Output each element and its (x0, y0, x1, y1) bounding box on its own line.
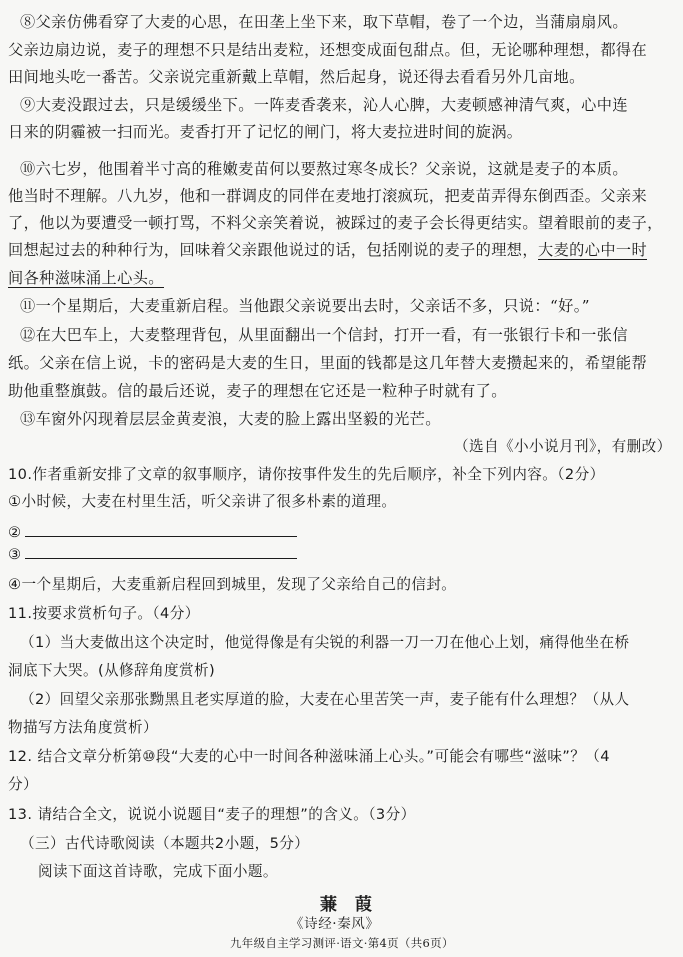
answer-blank-3[interactable] (25, 544, 297, 559)
paragraph-9-line-2: 日来的阴霾被一扫而光。麦香打开了记忆的闸门，将大麦拉进时间的旋涡。 (8, 123, 523, 141)
paragraph-12-line-2: 纸。父亲在信上说，卡的密码是大麦的生日，里面的钱都是这几年替大麦攒起来的，希望能帮 (8, 354, 648, 372)
paragraph-8-line-2: 父亲边扇边说，麦子的理想不只是结出麦粒，还想变成面包甜点。但，无论哪种理想，都得在 (8, 41, 648, 59)
paragraph-12-line-1: ⑫在大巴车上，大麦整理背包，从里面翻出一个信封，打开一看，有一张银行卡和一张信 (20, 326, 628, 344)
item-3-number: ③ (8, 546, 22, 563)
paragraph-12-line-3: 助他重整旗鼓。信的最后还说，麦子的理想在它还是一粒种子时就有了。 (8, 382, 507, 400)
question-11-part-1-line-1: （1）当大麦做出这个决定时，他觉得像是有尖锐的利器一刀一刀在他心上划，痛得他坐在桥 (20, 634, 630, 651)
source-note: （选自《小小说月刊》，有删改） (454, 438, 672, 455)
question-11-part-2-line-1: （2）回望父亲那张黝黑且老实厚道的脸，大麦在心里苦笑一声，麦子能有什么理想？（从人 (20, 691, 630, 708)
page-footer: 九年级自主学习测评·语文·第4页（共6页） (230, 936, 454, 950)
paragraph-10-line-1: ⑩六七岁，他围着半寸高的稚嫩麦苗何以要熬过寒冬成长？父亲说，这就是麦子的本质。 (20, 160, 628, 178)
item-2-number: ② (8, 524, 22, 541)
question-10-item-1: ①小时候，大麦在村里生活，听父亲讲了很多朴素的道理。 (8, 493, 397, 510)
answer-blank-2[interactable] (25, 522, 297, 537)
paragraph-9-line-1: ⑨大麦没跟过去，只是缓缓坐下。一阵麦香袭来，沁人心脾，大麦顿感神清气爽，心中连 (20, 96, 628, 114)
question-10-item-4: ④一个星期后，大麦重新启程回到城里，发现了父亲给自己的信封。 (8, 576, 457, 593)
question-10-item-2 (8, 522, 297, 543)
paragraph-10-line-4 (8, 240, 647, 260)
question-13: 13. 请结合全文，说说小说题目“麦子的理想”的含义。（3分） (8, 806, 416, 823)
paragraph-8-line-1: ⑧父亲仿佛看穿了大麦的心思，在田垄上坐下来，取下草帽，卷了一个边，当蒲扇扇风。 (20, 13, 628, 31)
underlined-sentence-part-2: 间各种滋味涌上心头。 (8, 269, 164, 287)
poem-source: 《诗经·秦风》 (290, 916, 380, 932)
question-11-stem: 11.按要求赏析句子。（4分） (8, 605, 200, 622)
section-3-instruction: 阅读下面这首诗歌，完成下面小题。 (38, 863, 278, 880)
paragraph-11: ⑪一个星期后，大麦重新启程。当他跟父亲说要出去时，父亲话不多，只说：“好。” (20, 297, 590, 315)
poem-title: 蒹 葭 (320, 895, 378, 915)
paragraph-8-line-3: 田间地头吃一番苦。父亲说完重新戴上草帽，然后起身，说还得去看看另外几亩地。 (8, 68, 585, 86)
question-11-part-1-line-2: 洞底下大哭。(从修辞角度赏析) (8, 662, 216, 679)
question-10-stem: 10.作者重新安排了文章的叙事顺序，请你按事件发生的先后顺序，补全下列内容。（2分） (8, 466, 605, 483)
question-12-line-2: 分） (8, 776, 38, 793)
question-12-line-1: 12. 结合文章分析第⑩段“大麦的心中一时间各种滋味涌上心头。”可能会有哪些“滋味”？（4 (8, 748, 610, 765)
question-10-item-3 (8, 544, 297, 565)
paragraph-10-line-4-plain: 回想起过去的种种行为，回味着父亲跟他说过的话，包括刚说的麦子的理想， (8, 241, 538, 259)
paragraph-13: ⑬车窗外闪现着层层金黄麦浪，大麦的脸上露出坚毅的光芒。 (20, 410, 441, 428)
question-11-part-2-line-2: 物描写方法角度赏析） (8, 719, 158, 736)
paragraph-10-line-3: 了，他以为要遭受一顿打骂，不料父亲笑着说，被踩过的麦子会长得更结实。望着眼前的麦子， (8, 214, 663, 232)
underlined-sentence-part-1: 大麦的心中一时 (537, 241, 648, 259)
paragraph-10-line-2: 他当时不理解。八九岁，他和一群调皮的同伴在麦地打滚疯玩，把麦苗弄得东倒西歪。父亲来 (8, 187, 648, 205)
paragraph-10-line-5 (8, 268, 164, 288)
section-3-heading: （三）古代诗歌阅读（本题共2小题，5分） (20, 835, 310, 852)
